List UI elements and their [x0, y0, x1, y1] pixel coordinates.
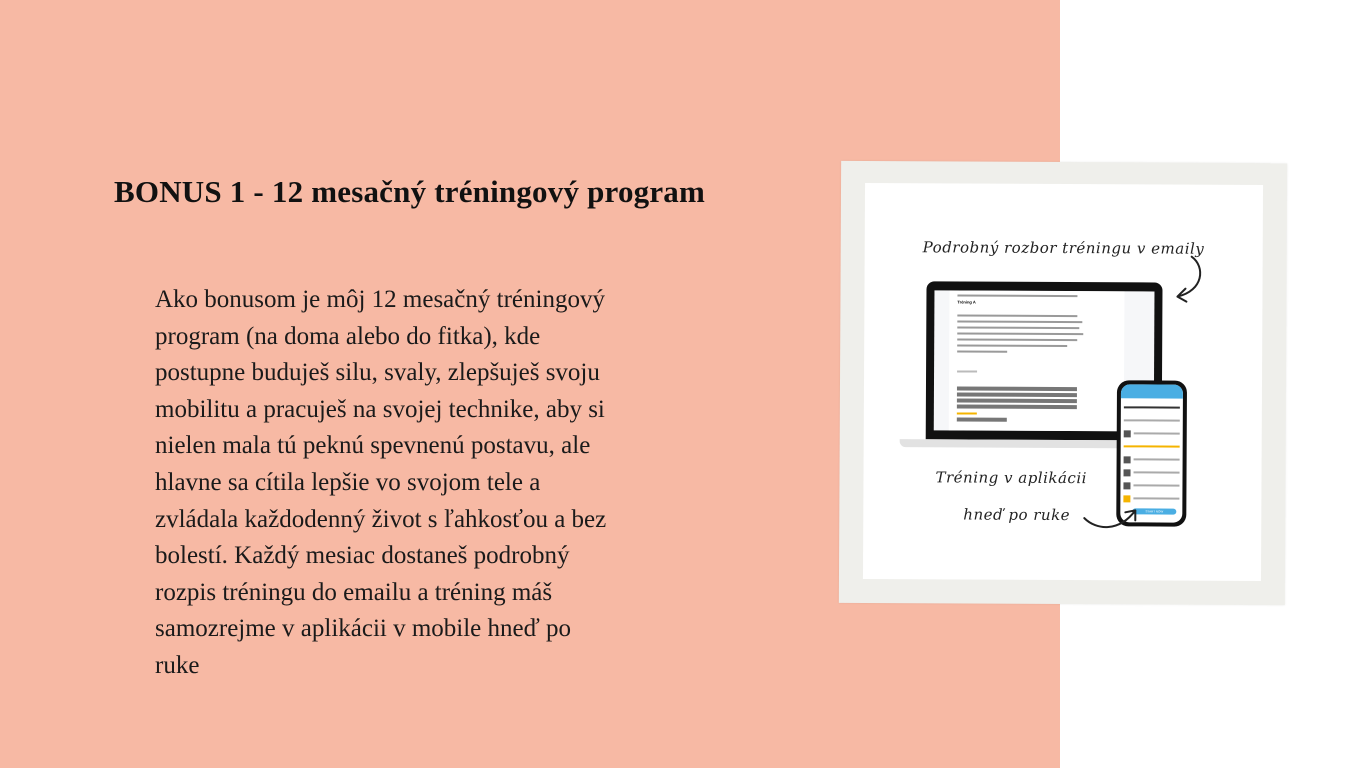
- photo-frame: [839, 161, 1287, 605]
- body-text: [155, 282, 606, 685]
- body-line: samozrejme v aplikácii v mobile hneď po: [155, 615, 572, 643]
- email-page: [949, 290, 1125, 431]
- body-line: bolestí. Každý mesiac dostaneš podrobný: [155, 542, 570, 570]
- body-line: ruke: [155, 651, 200, 679]
- caption-email: Podrobný rozbor tréningu v emaily: [922, 238, 1205, 258]
- slide-title: BONUS 1 - 12 mesačný tréningový program: [114, 174, 706, 209]
- photo-card: [863, 183, 1263, 581]
- body-line: Ako bonusom je môj 12 mesačný tréningový: [155, 286, 605, 313]
- body-line: nielen mala tú peknú spevnenú postavu, ale: [155, 432, 591, 460]
- body-line: program (na doma alebo do fitka), kde: [155, 322, 541, 350]
- body-line: postupne buduješ silu, svaly, zlepšuješ svoju: [155, 359, 600, 387]
- caption-app-2: hneď po ruke: [963, 505, 1071, 525]
- body-line: zvládala každodenný život s ľahkosťou a bez: [155, 505, 607, 533]
- body-line: hlavne sa cítila lepšie vo svojom tele a: [155, 468, 541, 496]
- arrow-curved-icon: [1169, 255, 1209, 305]
- start-now-button: START NOW: [1132, 508, 1176, 514]
- phone-header: [1121, 384, 1183, 398]
- body-line: mobilitu a pracuješ na svojej technike, aby si: [155, 395, 605, 423]
- arrow-curved-icon: [1081, 504, 1141, 534]
- phone-screen: [1120, 384, 1183, 522]
- body-line: rozpis tréningu do emailu a tréning máš: [155, 578, 553, 606]
- email-heading: Tréning A: [957, 299, 976, 305]
- caption-app-1: Tréning v aplikácii: [935, 468, 1088, 488]
